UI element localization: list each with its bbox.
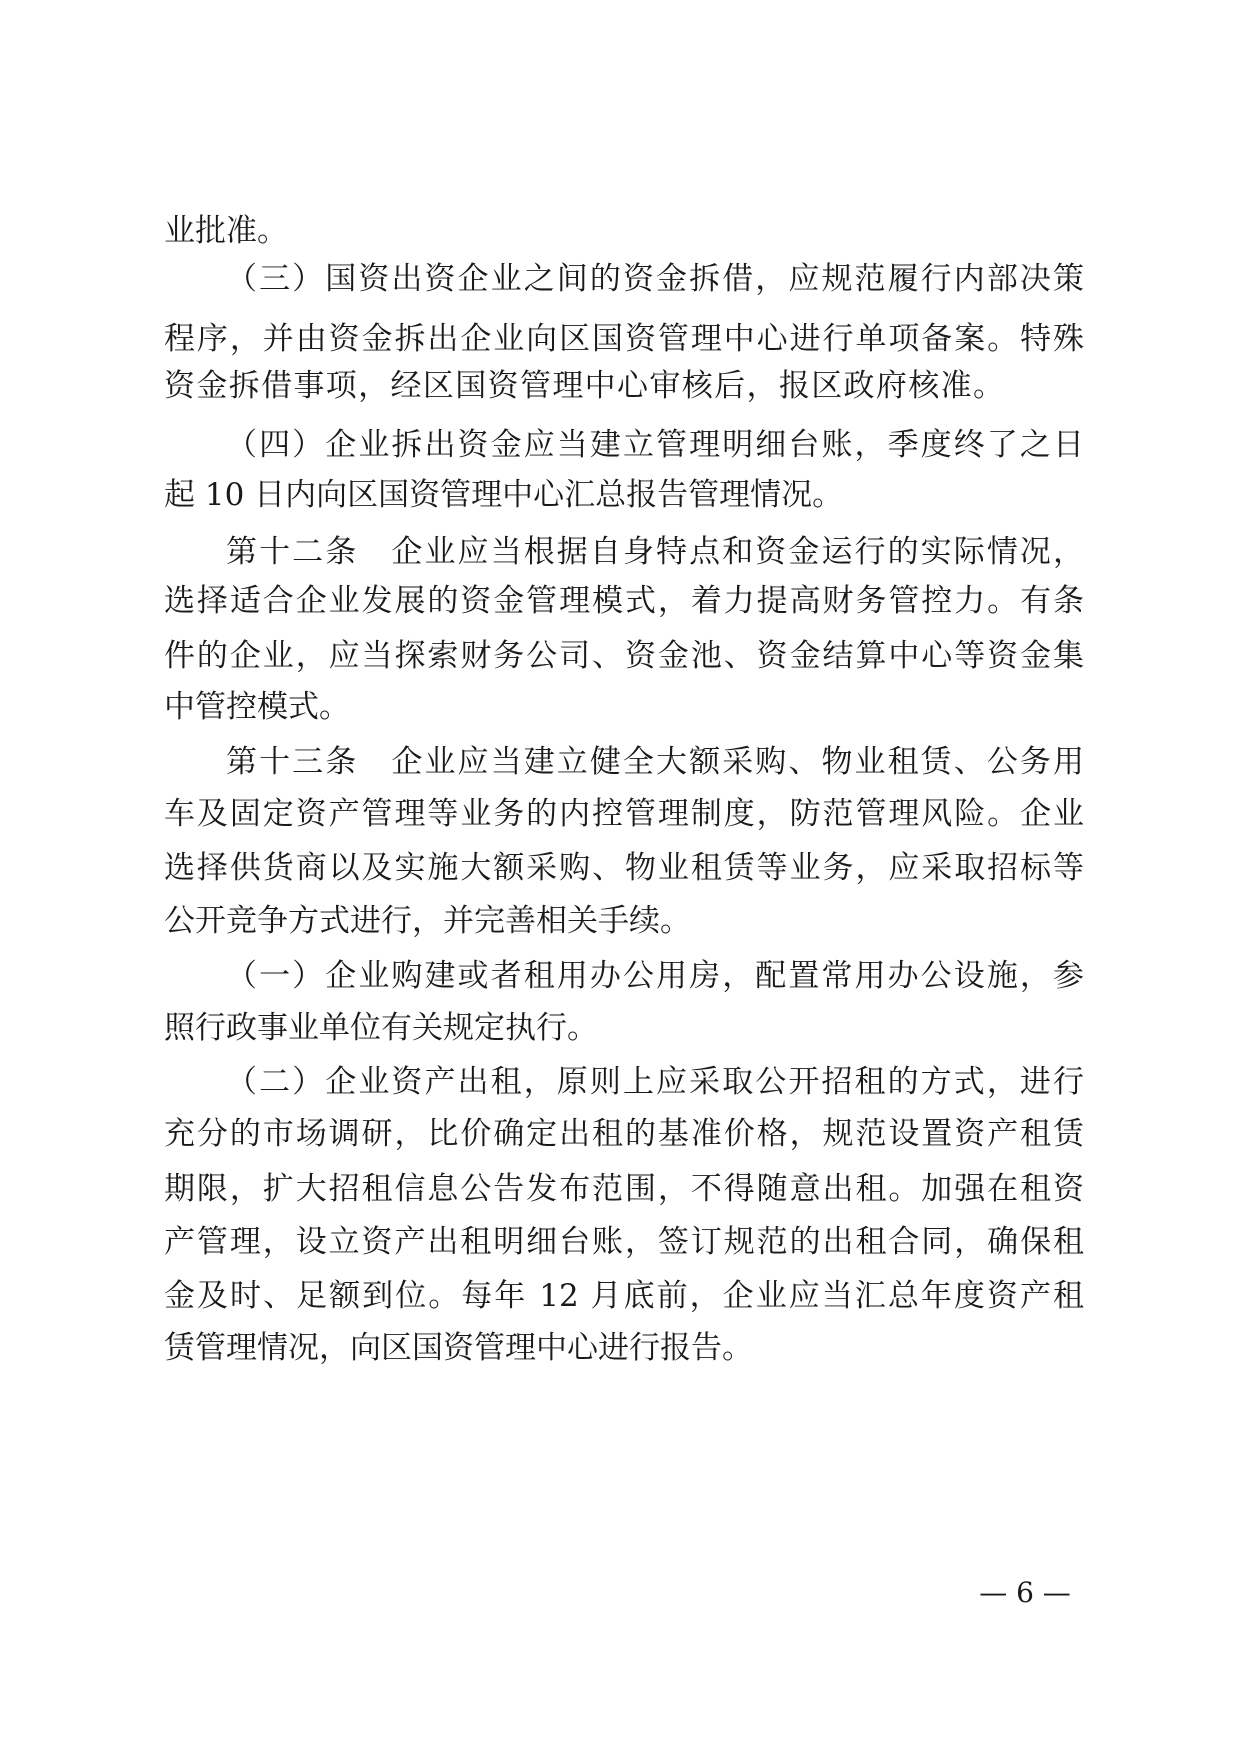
text-line: 业批准。	[164, 213, 288, 249]
text-line: 产管理，设立资产出租明细台账，签订规范的出租合同，确保租	[164, 1224, 1084, 1260]
text-line: 期限，扩大招租信息公告发布范围，不得随意出租。加强在租资	[164, 1171, 1084, 1207]
text-line: 资金拆借事项，经区国资管理中心审核后，报区政府核准。	[164, 368, 1004, 404]
text-line: 选择供货商以及实施大额采购、物业租赁等业务，应采取招标等	[164, 850, 1084, 886]
text-line: 起 10 日内向区国资管理中心汇总报告管理情况。	[164, 477, 844, 513]
text-line: 选择适合企业发展的资金管理模式，着力提高财务管控力。有条	[164, 583, 1084, 619]
text-line: （四）企业拆出资金应当建立管理明细台账，季度终了之日	[226, 427, 1084, 463]
page-number: — 6 —	[979, 1576, 1071, 1609]
text-line: 车及固定资产管理等业务的内控管理制度，防范管理风险。企业	[164, 796, 1084, 832]
text-line: 照行政事业单位有关规定执行。	[164, 1010, 598, 1046]
text-line: （二）企业资产出租，原则上应采取公开招租的方式，进行	[226, 1064, 1084, 1100]
text-line: 中管控模式。	[164, 689, 350, 725]
text-line: 程序，并由资金拆出企业向区国资管理中心进行单项备案。特殊	[164, 321, 1084, 357]
text-line: （一）企业购建或者租用办公用房，配置常用办公设施，参	[226, 958, 1084, 994]
text-line: （三）国资出资企业之间的资金拆借，应规范履行内部决策	[226, 261, 1084, 297]
text-line: 充分的市场调研，比价确定出租的基准价格，规范设置资产租赁	[164, 1116, 1084, 1152]
text-line: 公开竞争方式进行，并完善相关手续。	[164, 903, 691, 939]
text-line: 第十三条 企业应当建立健全大额采购、物业租赁、公务用	[226, 744, 1084, 780]
text-line: 赁管理情况，向区国资管理中心进行报告。	[164, 1330, 753, 1366]
text-line: 第十二条 企业应当根据自身特点和资金运行的实际情况，	[226, 534, 1084, 570]
text-line: 金及时、足额到位。每年 12 月底前，企业应当汇总年度资产租	[164, 1278, 1084, 1314]
text-line: 件的企业，应当探索财务公司、资金池、资金结算中心等资金集	[164, 638, 1084, 674]
